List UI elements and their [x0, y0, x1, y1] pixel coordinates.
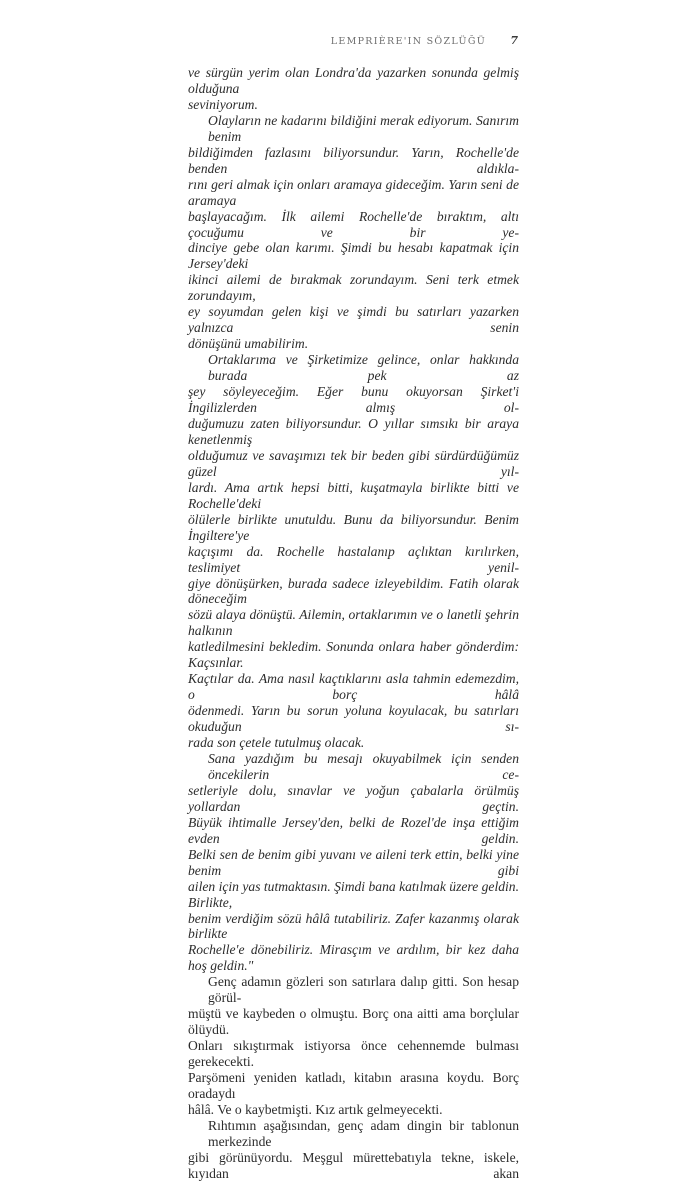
text-line: ve sürgün yerim olan Londra'da yazarken sonunda gelmiş olduğuna: [188, 65, 519, 96]
text-line: rını geri almak için onları aramaya gideceğim. Yarın seni de aramaya: [188, 176, 519, 208]
text-line: Onları sıkıştırmak istiyorsa önce cehennemde bulması gerekecekti.: [188, 1038, 519, 1070]
text-line: olduğumuz ve savaşımızı tek bir beden gibi sürdürdüğümüz güzel yıl-: [188, 447, 519, 479]
text-line: dönüşünü umabilirim.: [188, 336, 309, 352]
text-line: Ortaklarıma ve Şirketimize gelince, onlar hakkında burada pek az: [208, 352, 519, 384]
text-line: benim verdiğim sözü hâlâ tutabiliriz. Zafer kazanmış olarak birlikte: [188, 910, 519, 942]
body-text: [188, 65, 519, 1182]
text-line: Belki sen de benim gibi yuvanı ve aileni terk ettin, belki yine benim gibi: [188, 846, 519, 878]
text-line: setleriyle dolu, sınavlar ve yoğun çabalarla örülmüş yollardan geçtin.: [188, 782, 519, 814]
text-line: gibi görünüyordu. Meşgul mürettebatıyla tekne, iskele, kıyıdan akan: [188, 1149, 519, 1181]
text-line: ey soyumdan gelen kişi ve şimdi bu satırları yazarken yalnızca senin: [188, 304, 519, 336]
text-line: Rıhtımın aşağısından, genç adam dingin bir tablonun merkezinde: [208, 1117, 519, 1149]
text-line: duğumuzu zaten biliyorsundur. O yıllar sımsıkı bir araya kenetlenmiş: [188, 415, 519, 447]
page-number: 7: [510, 34, 518, 47]
text-line: müştü ve kaybeden o olmuştu. Borç ona aitti ama borçlular ölüydü.: [188, 1006, 519, 1038]
text-line: Sana yazdığım bu mesajı okuyabilmek için senden öncekilerin ce-: [208, 750, 519, 782]
text-line: giye dönüşürken, burada sadece izleyebildim. Fatih olarak döneceğim: [188, 575, 519, 607]
text-line: Olayların ne kadarını bildiğini merak ediyorum. Sanırım benim: [208, 112, 519, 144]
text-line: seviniyorum.: [188, 96, 258, 112]
text-line: Genç adamın gözleri son satırlara dalıp gitti. Son hesap görül-: [208, 974, 519, 1006]
text-line: Kaçtılar da. Ama nasıl kaçtıklarını asla tahmin edemezdim, o borç hâlâ: [188, 671, 519, 703]
text-line: ödenmedi. Yarın bu sorun yoluna koyulacak, bu satırları okuduğun sı-: [188, 703, 519, 735]
paragraph: [188, 1118, 519, 1182]
text-line: hâlâ. Ve o kaybetmişti. Kız artık gelmeyecekti.: [188, 1101, 443, 1117]
text-line: rada son çetele tutulmuş olacak.: [188, 735, 365, 751]
text-line: katledilmesini bekledim. Sonunda onlara haber gönderdim: Kaçsınlar.: [188, 639, 519, 671]
paragraph: [188, 113, 519, 352]
text-line: ölülerle birlikte unutuldu. Bunu da biliyorsundur. Benim İngiltere'ye: [188, 511, 519, 543]
text-line: Parşömeni yeniden katladı, kitabın arasına koydu. Borç oradaydı: [188, 1070, 519, 1101]
text-line: şey söyleyeceğim. Eğer bunu okuyorsan Şirket'i İngilizlerden almış ol-: [188, 384, 519, 416]
text-line: başlayacağım. İlk ailemi Rochelle'de bıraktım, altı çocuğumu ve bir ye-: [188, 208, 519, 240]
paragraph: [188, 974, 519, 1118]
text-line: kaçışımı da. Rochelle hastalanıp açlıktan kırılırken, teslimiyet yenil-: [188, 543, 519, 575]
running-head-title: LEMPRIÈRE'IN SÖZLÜĞÜ: [330, 36, 487, 47]
running-head: [188, 34, 518, 49]
text-line: ailen için yas tutmaktasın. Şimdi bana katılmak üzere geldin. Birlikte,: [188, 878, 519, 910]
text-line: ikinci ailemi de bırakmak zorundayım. Seni terk etmek zorundayım,: [188, 272, 519, 304]
text-line: Rochelle'e dönebiliriz. Mirasçım ve ardılım, bir kez daha hoş geldin.": [188, 942, 519, 974]
text-line: Büyük ihtimalle Jersey'den, belki de Rozel'de inşa ettiğim evden geldin.: [188, 814, 519, 846]
paragraph: [188, 65, 519, 113]
text-line: lardı. Ama artık hepsi bitti, kuşatmayla birlikte bitti ve Rochelle'deki: [188, 479, 519, 511]
paragraph: [188, 751, 519, 974]
text-line: bildiğimden fazlasını biliyorsundur. Yarın, Rochelle'de benden aldıkla-: [188, 144, 519, 176]
text-line: sözü alaya dönüştü. Ailemin, ortaklarımın ve o lanetli şehrin halkının: [188, 607, 519, 639]
text-line: dinciye gebe olan karımı. Şimdi bu hesabı kapatmak için Jersey'deki: [188, 240, 519, 272]
paragraph: [188, 352, 519, 751]
